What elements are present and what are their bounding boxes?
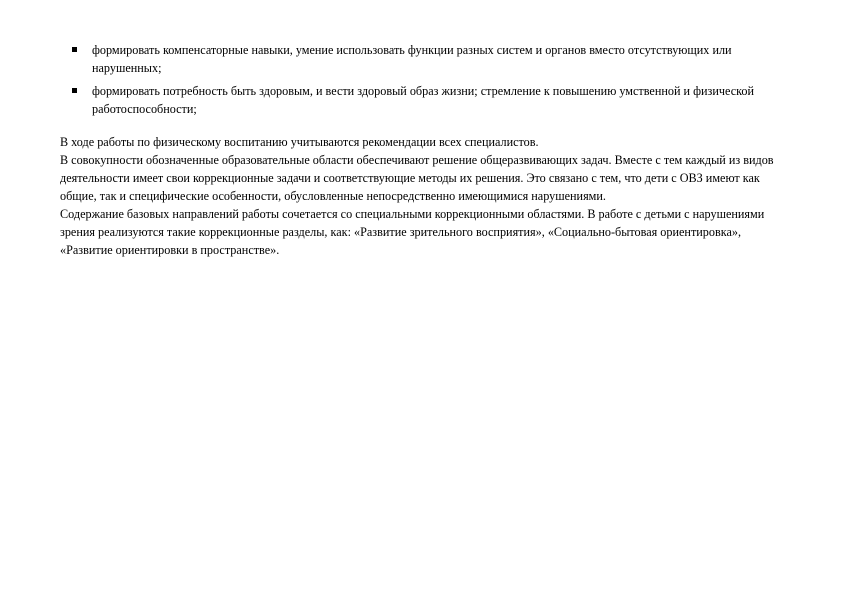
body-text <box>60 133 778 259</box>
paragraph: Содержание базовых направлений работы сочетается со специальными коррекционными областями. В работе с детьми с нарушениями зрения реализуются такие коррекционные разделы, как: «Развитие зрительного восприятия», «Социально-бытовая ориентировка», «Развитие ориентировки в пространстве». <box>60 207 765 257</box>
paragraph: В совокупности обозначенные образовательные области обеспечивают решение общеразвивающих задач. Вместе с тем каждый из видов деятельности имеет свои коррекционные задачи и соответствующие методы их решения. Это связано с тем, что дети с ОВЗ имеют как общие, так и специфические особенности, обусловленные непосредственно имеющимися нарушениями. <box>60 153 774 203</box>
paragraph: В ходе работы по физическому воспитанию учитываются рекомендации всех специалистов. <box>60 135 539 149</box>
bullet-text: формировать потребность быть здоровым, и вести здоровый образ жизни; стремление к повышению умственной и физической работоспособности; <box>92 84 755 116</box>
bullet-item <box>60 42 775 77</box>
bullet-list <box>60 42 775 124</box>
square-bullet-icon <box>72 47 77 52</box>
bullet-item <box>60 83 775 118</box>
square-bullet-icon <box>72 88 77 93</box>
bullet-text: формировать компенсаторные навыки, умение использовать функции разных систем и органов вместо отсутствующих или нарушенных; <box>92 43 732 75</box>
